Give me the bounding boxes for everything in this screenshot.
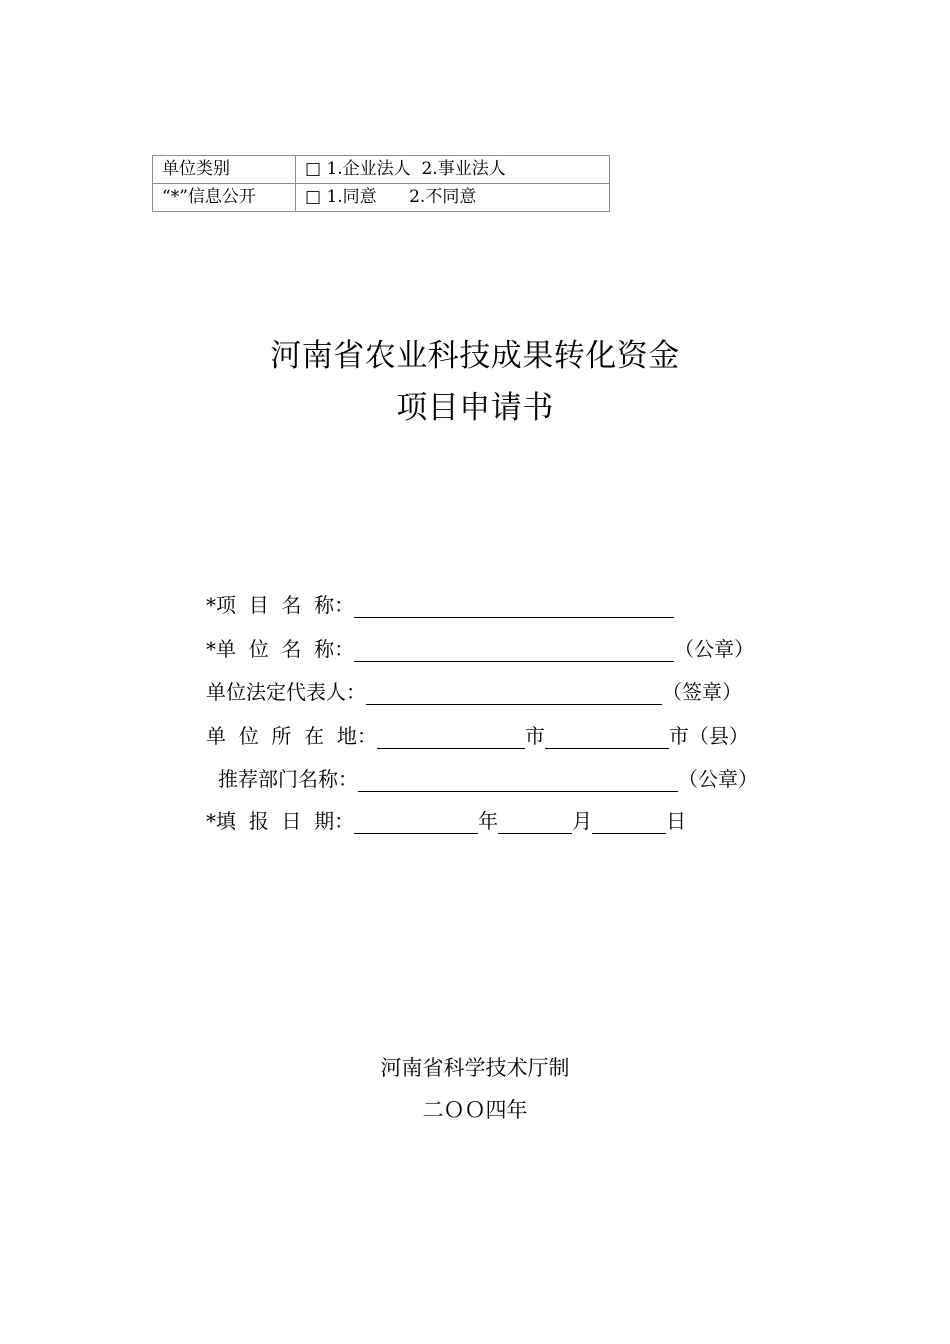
info-table <box>152 155 610 212</box>
document-title-line1: 河南省农业科技成果转化资金 <box>270 338 680 374</box>
fill-date-row <box>206 804 686 834</box>
unit-name-field[interactable] <box>354 637 674 662</box>
legal-rep-label: 单位法定代表人： <box>206 680 366 704</box>
recommend-dept-field[interactable] <box>358 767 678 792</box>
table-row-unit-category <box>153 156 610 184</box>
table-row-info-disclosure <box>153 184 610 212</box>
fill-date-day-field[interactable] <box>592 809 666 834</box>
location-label: 单 位 所 在 地： <box>206 724 377 748</box>
location-county-field[interactable] <box>545 724 669 749</box>
location-row <box>206 719 749 749</box>
fill-date-year-field[interactable] <box>354 809 478 834</box>
project-name-field[interactable] <box>354 593 674 618</box>
fill-date-year-unit: 年 <box>478 809 499 833</box>
legal-rep-field[interactable] <box>366 680 662 705</box>
issue-year-text: 二ＯＯ四年 <box>422 1098 528 1122</box>
unit-name-seal: （公章） <box>674 637 755 661</box>
legal-rep-signature: （签章） <box>662 680 742 704</box>
project-name-label: *项 目 名 称： <box>206 593 355 617</box>
project-name-row <box>206 588 674 618</box>
unit-name-row <box>206 632 754 662</box>
document-title-line2: 项目申请书 <box>396 390 554 426</box>
legal-rep-row <box>206 675 742 705</box>
location-county-unit: 市（县） <box>668 724 749 748</box>
info-disclosure-options[interactable]: □ 1.同意 2.不同意 <box>296 184 610 212</box>
fill-date-month-field[interactable] <box>498 809 572 834</box>
issuer-text: 河南省科学技术厅制 <box>380 1056 570 1080</box>
info-disclosure-label: “*”信息公开 <box>153 184 296 212</box>
unit-name-label: *单 位 名 称： <box>206 637 355 661</box>
fill-date-day-unit: 日 <box>666 809 687 833</box>
fill-date-month-unit: 月 <box>572 809 593 833</box>
unit-category-options[interactable]: □ 1.企业法人 2.事业法人 <box>296 156 610 184</box>
location-city-unit: 市 <box>524 724 545 748</box>
location-city-field[interactable] <box>377 724 525 749</box>
recommend-dept-label: 推荐部门名称： <box>218 767 358 791</box>
recommend-dept-seal: （公章） <box>678 767 758 791</box>
fill-date-label: *填 报 日 期： <box>206 809 355 833</box>
recommend-dept-row <box>218 762 758 792</box>
unit-category-label: 单位类别 <box>153 156 296 184</box>
